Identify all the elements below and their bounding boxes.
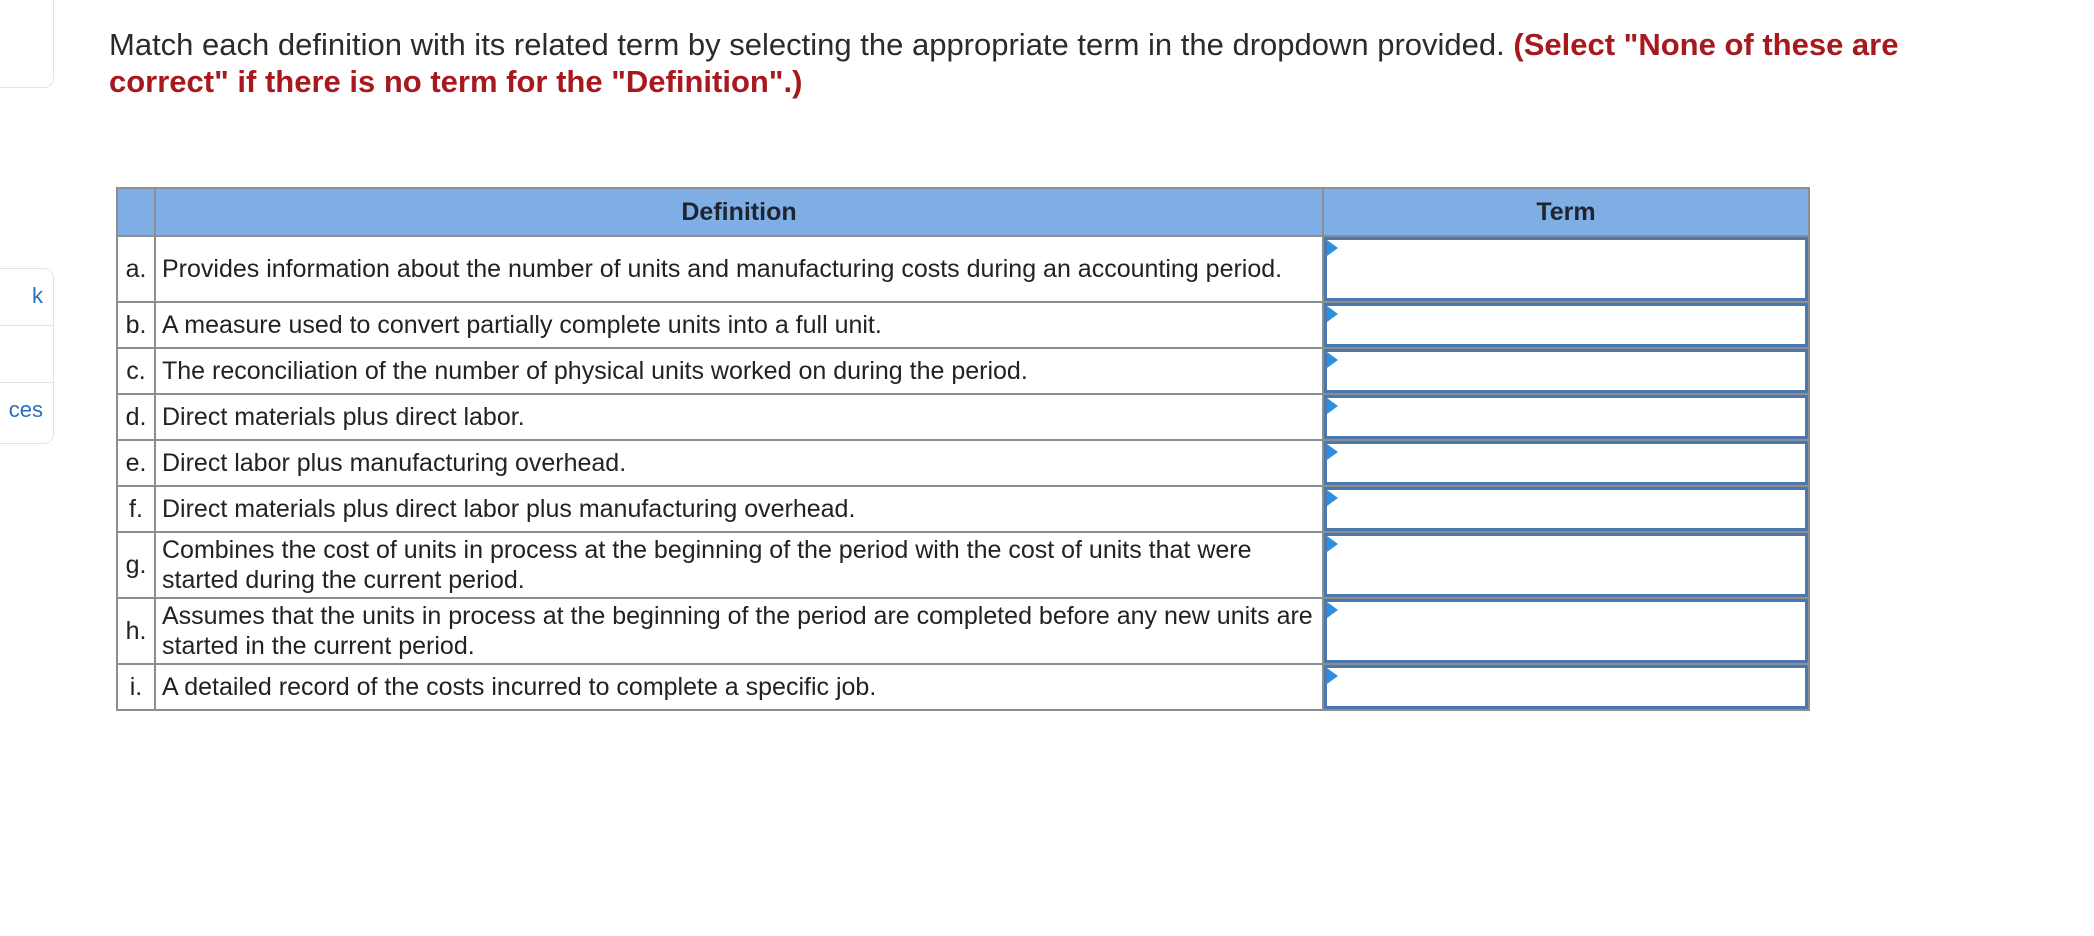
term-dropdown[interactable] bbox=[1324, 487, 1808, 531]
instructions-hint: (Select "None of these are correct" if there is no term for the "Definition".) bbox=[109, 27, 1899, 99]
term-cell bbox=[1323, 664, 1809, 710]
dropdown-marker-icon bbox=[1327, 668, 1338, 684]
table-row bbox=[117, 664, 1809, 710]
side-tool-label-1: k bbox=[32, 283, 43, 308]
row-letter: a. bbox=[117, 236, 155, 302]
row-letter: i. bbox=[117, 664, 155, 710]
term-cell bbox=[1323, 440, 1809, 486]
definition-cell: Direct materials plus direct labor plus manufacturing overhead. bbox=[155, 486, 1323, 532]
side-tool-item-2[interactable] bbox=[0, 326, 53, 383]
definition-cell: Combines the cost of units in process at the beginning of the period with the cost of units that were started during the current period. bbox=[155, 532, 1323, 598]
term-cell bbox=[1323, 486, 1809, 532]
row-letter: f. bbox=[117, 486, 155, 532]
term-dropdown[interactable] bbox=[1324, 237, 1808, 301]
instructions-text: Match each definition with its related term by selecting the appropriate term in the dropdown provided. bbox=[109, 27, 1514, 62]
side-tools-panel bbox=[0, 268, 54, 444]
table-row bbox=[117, 532, 1809, 598]
row-letter: e. bbox=[117, 440, 155, 486]
table-row bbox=[117, 236, 1809, 302]
side-tool-item-1[interactable] bbox=[0, 269, 53, 326]
term-dropdown[interactable] bbox=[1324, 665, 1808, 709]
table-row bbox=[117, 394, 1809, 440]
term-dropdown[interactable] bbox=[1324, 533, 1808, 597]
term-cell bbox=[1323, 598, 1809, 664]
definition-cell: The reconciliation of the number of physical units worked on during the period. bbox=[155, 348, 1323, 394]
definition-cell: Direct materials plus direct labor. bbox=[155, 394, 1323, 440]
term-dropdown[interactable] bbox=[1324, 349, 1808, 393]
term-cell bbox=[1323, 348, 1809, 394]
question-nav-card[interactable] bbox=[0, 0, 54, 88]
term-header: Term bbox=[1323, 188, 1809, 236]
term-dropdown[interactable] bbox=[1324, 599, 1808, 663]
definition-cell: Assumes that the units in process at the beginning of the period are completed before any new units are started in the current period. bbox=[155, 598, 1323, 664]
side-tool-item-references[interactable] bbox=[0, 383, 53, 440]
definition-cell: Provides information about the number of units and manufacturing costs during an accounting period. bbox=[155, 236, 1323, 302]
dropdown-marker-icon bbox=[1327, 490, 1338, 506]
matching-table bbox=[116, 187, 1810, 711]
row-letter: h. bbox=[117, 598, 155, 664]
dropdown-marker-icon bbox=[1327, 352, 1338, 368]
letter-header bbox=[117, 188, 155, 236]
row-letter: d. bbox=[117, 394, 155, 440]
dropdown-marker-icon bbox=[1327, 240, 1338, 256]
table-row bbox=[117, 598, 1809, 664]
row-letter: g. bbox=[117, 532, 155, 598]
question-instructions bbox=[109, 26, 1989, 100]
table-row bbox=[117, 486, 1809, 532]
term-dropdown[interactable] bbox=[1324, 395, 1808, 439]
dropdown-marker-icon bbox=[1327, 602, 1338, 618]
side-tool-label-3: ces bbox=[8, 397, 43, 422]
term-cell bbox=[1323, 394, 1809, 440]
dropdown-marker-icon bbox=[1327, 444, 1338, 460]
term-dropdown[interactable] bbox=[1324, 441, 1808, 485]
table-row bbox=[117, 348, 1809, 394]
dropdown-marker-icon bbox=[1327, 398, 1338, 414]
row-letter: b. bbox=[117, 302, 155, 348]
definition-header: Definition bbox=[155, 188, 1323, 236]
table-row bbox=[117, 302, 1809, 348]
term-dropdown[interactable] bbox=[1324, 303, 1808, 347]
term-cell bbox=[1323, 532, 1809, 598]
dropdown-marker-icon bbox=[1327, 536, 1338, 552]
term-cell bbox=[1323, 302, 1809, 348]
definition-cell: A detailed record of the costs incurred to complete a specific job. bbox=[155, 664, 1323, 710]
definition-cell: A measure used to convert partially complete units into a full unit. bbox=[155, 302, 1323, 348]
dropdown-marker-icon bbox=[1327, 306, 1338, 322]
table-row bbox=[117, 440, 1809, 486]
definition-cell: Direct labor plus manufacturing overhead. bbox=[155, 440, 1323, 486]
term-cell bbox=[1323, 236, 1809, 302]
row-letter: c. bbox=[117, 348, 155, 394]
